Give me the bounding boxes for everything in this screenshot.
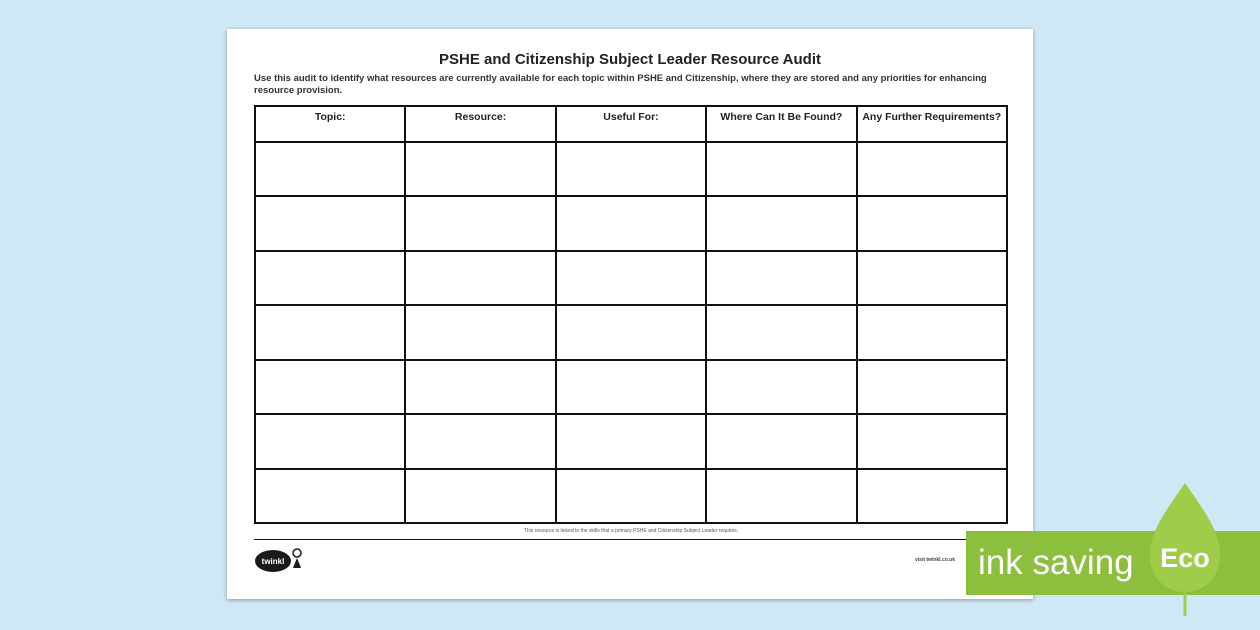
table-cell[interactable] — [255, 305, 405, 359]
footer-note: This resource is linked to the skills that a primary PSHE and Citizenship Subject Leader requires. — [523, 528, 739, 534]
table-cell[interactable] — [255, 251, 405, 305]
table-cell[interactable] — [857, 360, 1007, 414]
table-cell[interactable] — [556, 469, 706, 523]
table-cell[interactable] — [405, 196, 555, 250]
document-intro: Use this audit to identify what resources are currently available for each topic within PSHE and Citizenship, where they are stored and any priorities for enhancing resource provision. — [254, 73, 987, 96]
table-cell[interactable] — [255, 196, 405, 250]
table-cell[interactable] — [706, 414, 856, 468]
table-row — [255, 196, 1007, 250]
worksheet-page — [227, 29, 1033, 599]
table-cell[interactable] — [857, 251, 1007, 305]
table-row — [255, 469, 1007, 523]
table-cell[interactable] — [706, 251, 856, 305]
audit-table — [254, 105, 1008, 524]
table-cell[interactable] — [405, 360, 555, 414]
table-cell[interactable] — [706, 360, 856, 414]
table-cell[interactable] — [405, 414, 555, 468]
footer-divider — [254, 539, 1008, 540]
table-cell[interactable] — [706, 196, 856, 250]
table-cell[interactable] — [255, 414, 405, 468]
column-header-further-requirements: Any Further Requirements? — [857, 106, 1007, 142]
table-row — [255, 251, 1007, 305]
table-cell[interactable] — [255, 360, 405, 414]
column-header-useful-for: Useful For: — [556, 106, 706, 142]
table-cell[interactable] — [857, 142, 1007, 196]
table-cell[interactable] — [706, 469, 856, 523]
visit-link[interactable]: visit twinkl.co.uk — [915, 557, 956, 563]
table-header-row — [255, 106, 1007, 142]
column-header-resource: Resource: — [405, 106, 555, 142]
table-cell[interactable] — [556, 360, 706, 414]
table-cell[interactable] — [706, 142, 856, 196]
table-cell[interactable] — [857, 469, 1007, 523]
table-cell[interactable] — [255, 469, 405, 523]
table-cell[interactable] — [405, 469, 555, 523]
eco-label: Eco — [1160, 543, 1210, 573]
table-cell[interactable] — [556, 305, 706, 359]
table-cell[interactable] — [405, 251, 555, 305]
column-header-topic: Topic: — [255, 106, 405, 142]
table-row — [255, 305, 1007, 359]
table-cell[interactable] — [556, 196, 706, 250]
table-row — [255, 142, 1007, 196]
table-cell[interactable] — [255, 142, 405, 196]
table-cell[interactable] — [857, 414, 1007, 468]
table-row — [255, 360, 1007, 414]
table-cell[interactable] — [556, 414, 706, 468]
table-cell[interactable] — [706, 305, 856, 359]
table-cell[interactable] — [405, 305, 555, 359]
table-cell[interactable] — [857, 196, 1007, 250]
twinkl-logo-icon — [253, 544, 309, 576]
logo-text: twinkl — [261, 557, 285, 566]
table-cell[interactable] — [857, 305, 1007, 359]
table-cell[interactable] — [556, 142, 706, 196]
document-title: PSHE and Citizenship Subject Leader Resource Audit — [438, 51, 822, 68]
table-cell[interactable] — [405, 142, 555, 196]
column-header-where-found: Where Can It Be Found? — [706, 106, 856, 142]
ink-saving-label: ink saving — [978, 543, 1134, 582]
table-cell[interactable] — [556, 251, 706, 305]
table-row — [255, 414, 1007, 468]
